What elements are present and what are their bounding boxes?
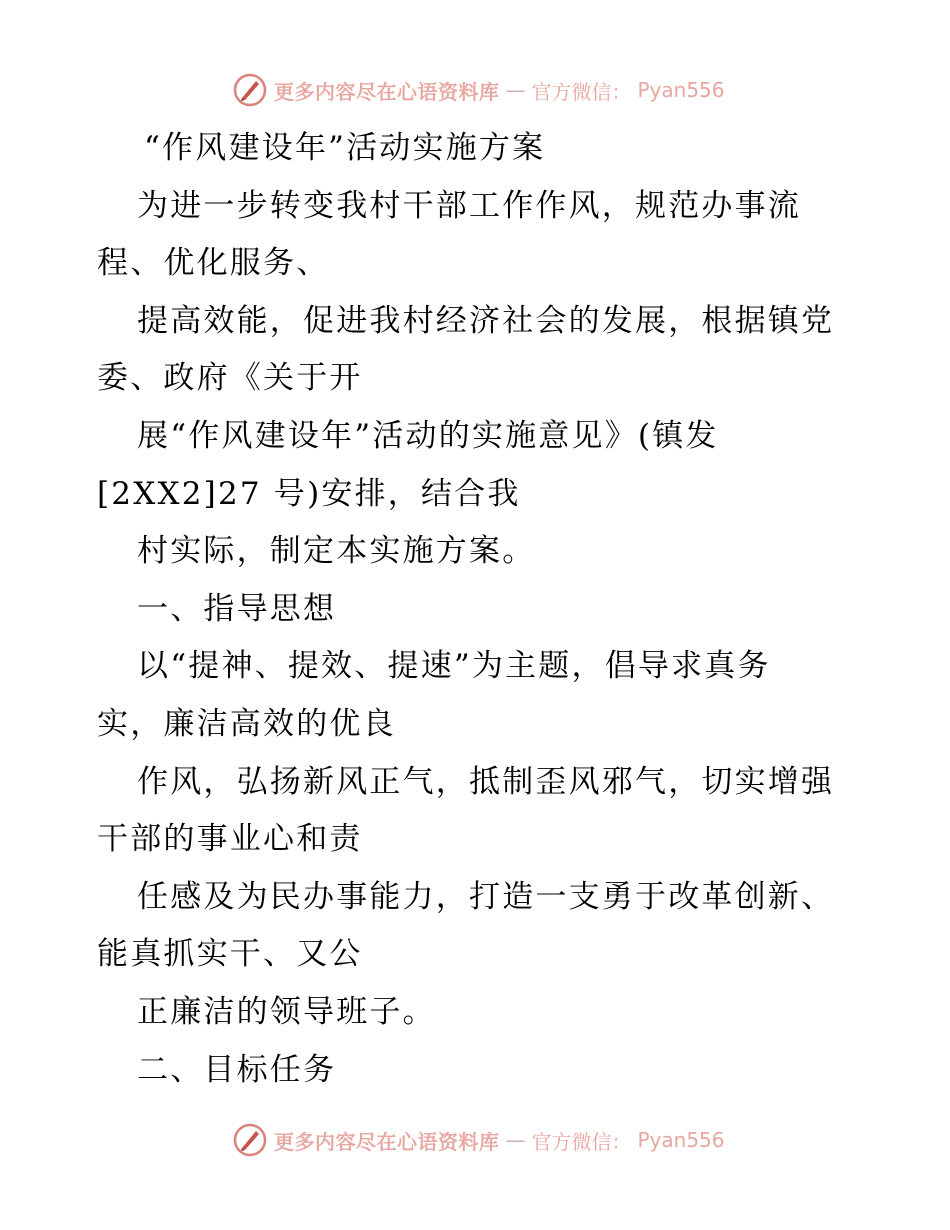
text-line: [2XX2]27 号)安排，结合我 [97, 475, 521, 512]
text-line: 实，廉洁高效的优良 [97, 705, 396, 742]
watermark-official: 官方微信： [531, 1129, 632, 1154]
text-line: 展“作风建设年”活动的实施意见》(镇发 [137, 417, 719, 454]
text-line: 提高效能，促进我村经济社会的发展，根据镇党 [137, 302, 835, 339]
text-line: 能真抓实干、又公 [97, 936, 363, 973]
watermark-official: 官方微信： [531, 79, 632, 104]
text-line: 正廉洁的领导班子。 [137, 993, 436, 1030]
text-line: 任感及为民办事能力，打造一支勇于改革创新、 [137, 878, 835, 915]
watermark-handle: Pyan556 [637, 78, 725, 102]
text-line: 为进一步转变我村干部工作作风，规范办事流 [137, 187, 801, 224]
watermark-banner-bottom [232, 1122, 725, 1158]
watermark-brand: 更多内容尽在心语资料库 [274, 79, 500, 104]
section-heading: 一、指导思想 [137, 590, 337, 627]
section-heading: 二、目标任务 [137, 1051, 337, 1088]
text-line: 干部的事业心和责 [97, 821, 363, 858]
quill-circle-icon [232, 1122, 268, 1158]
text-line: 程、优化服务、 [97, 245, 330, 282]
text-line: 村实际，制定本实施方案。 [137, 533, 536, 570]
document-body [97, 120, 927, 1099]
text-line: 作风，弘扬新风正气，抵制歪风邪气，切实增强 [137, 763, 835, 800]
document-title: “作风建设年”活动实施方案 [144, 130, 546, 166]
watermark-brand: 更多内容尽在心语资料库 [274, 1129, 500, 1154]
watermark-separator: — [505, 1128, 526, 1152]
watermark-handle: Pyan556 [637, 1128, 725, 1152]
watermark-separator: — [505, 78, 526, 102]
quill-circle-icon [232, 72, 268, 108]
text-line: 以“提神、提效、提速”为主题，倡导求真务 [137, 648, 771, 685]
text-line: 委、政府《关于开 [97, 360, 363, 397]
watermark-banner-top [232, 72, 725, 108]
